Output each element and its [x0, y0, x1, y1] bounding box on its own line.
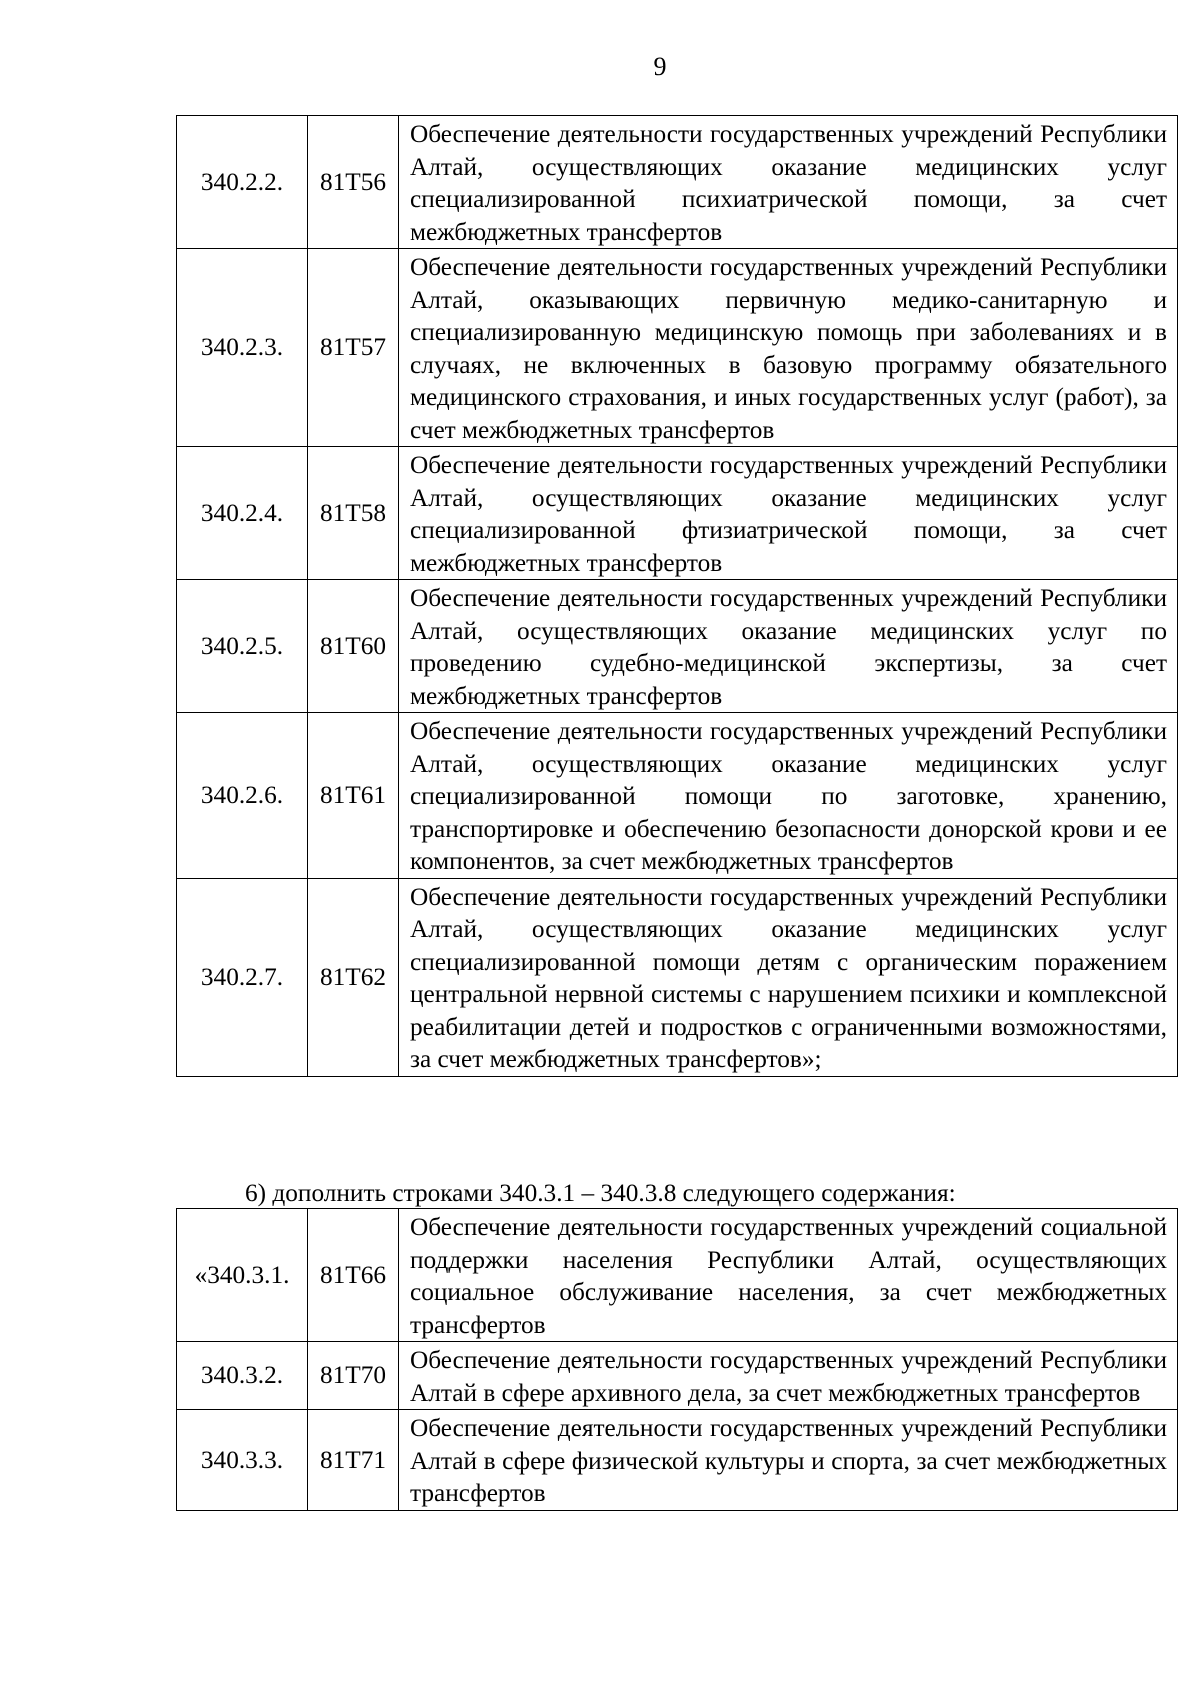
budget-codes-table-additions: [176, 1208, 1178, 1511]
row-number-cell: 340.2.3.: [177, 249, 308, 447]
table-row: [177, 249, 1178, 447]
row-code-cell: 81Т61: [308, 713, 399, 879]
row-number-cell: 340.2.4.: [177, 447, 308, 580]
row-number-cell: 340.2.6.: [177, 713, 308, 879]
row-description-cell: Обеспечение деятельности государственных учреждений Республики Алтай, осуществляющих оказание медицинских услуг специализированной помощи детям с органическим поражением центральной нервной системы с нарушением психики и комплексной реабилитации детей и подростков с ограниченными возможностями, за счет межбюджетных трансфертов»;: [399, 878, 1178, 1076]
table-row: [177, 1410, 1178, 1511]
row-code-cell: 81Т57: [308, 249, 399, 447]
row-description-cell: Обеспечение деятельности государственных учреждений Республики Алтай, оказывающих первичную медико-санитарную и специализированную медицинскую помощь при заболеваниях и в случаях, не включенных в базовую программу обязательного медицинского страхования, и иных государственных услуг (работ), за счет межбюджетных трансфертов: [399, 249, 1178, 447]
row-code-cell: 81Т56: [308, 116, 399, 249]
row-number-cell: 340.3.3.: [177, 1410, 308, 1511]
row-number-cell: 340.3.2.: [177, 1342, 308, 1410]
row-description-cell: Обеспечение деятельности государственных учреждений Республики Алтай, осуществляющих оказание медицинских услуг по проведению судебно-медицинской экспертизы, за счет межбюджетных трансфертов: [399, 580, 1178, 713]
row-number-cell: 340.2.7.: [177, 878, 308, 1076]
table-row: [177, 580, 1178, 713]
row-code-cell: 81Т70: [308, 1342, 399, 1410]
row-number-cell: «340.3.1.: [177, 1209, 308, 1342]
row-description-cell: Обеспечение деятельности государственных учреждений Республики Алтай, осуществляющих оказание медицинских услуг специализированной помощи по заготовке, хранению, транспортировке и обеспечению безопасности донорской крови и ее компонентов, за счет межбюджетных трансфертов: [399, 713, 1178, 879]
page-number: 9: [653, 52, 667, 81]
table-row: [177, 878, 1178, 1076]
table-row: [177, 1342, 1178, 1410]
table-row: [177, 116, 1178, 249]
table-row: [177, 713, 1178, 879]
amendment-intro-text: 6) дополнить строками 340.3.1 – 340.3.8 следующего содержания:: [245, 1179, 956, 1207]
table-row: [177, 1209, 1178, 1342]
row-code-cell: 81Т62: [308, 878, 399, 1076]
row-description-cell: Обеспечение деятельности государственных учреждений Республики Алтай, осуществляющих оказание медицинских услуг специализированной фтизиатрической помощи, за счет межбюджетных трансфертов: [399, 447, 1178, 580]
budget-codes-table-health: [176, 115, 1178, 1077]
row-code-cell: 81Т66: [308, 1209, 399, 1342]
row-description-cell: Обеспечение деятельности государственных учреждений Республики Алтай, осуществляющих оказание медицинских услуг специализированной психиатрической помощи, за счет межбюджетных трансфертов: [399, 116, 1178, 249]
table-row: [177, 447, 1178, 580]
row-code-cell: 81Т60: [308, 580, 399, 713]
row-number-cell: 340.2.5.: [177, 580, 308, 713]
row-code-cell: 81Т71: [308, 1410, 399, 1511]
row-description-cell: Обеспечение деятельности государственных учреждений Республики Алтай в сфере архивного дела, за счет межбюджетных трансфертов: [399, 1342, 1178, 1410]
row-description-cell: Обеспечение деятельности государственных учреждений социальной поддержки населения Республики Алтай, осуществляющих социальное обслуживание населения, за счет межбюджетных трансфертов: [399, 1209, 1178, 1342]
row-number-cell: 340.2.2.: [177, 116, 308, 249]
row-code-cell: 81Т58: [308, 447, 399, 580]
row-description-cell: Обеспечение деятельности государственных учреждений Республики Алтай в сфере физической культуры и спорта, за счет межбюджетных трансфертов: [399, 1410, 1178, 1511]
